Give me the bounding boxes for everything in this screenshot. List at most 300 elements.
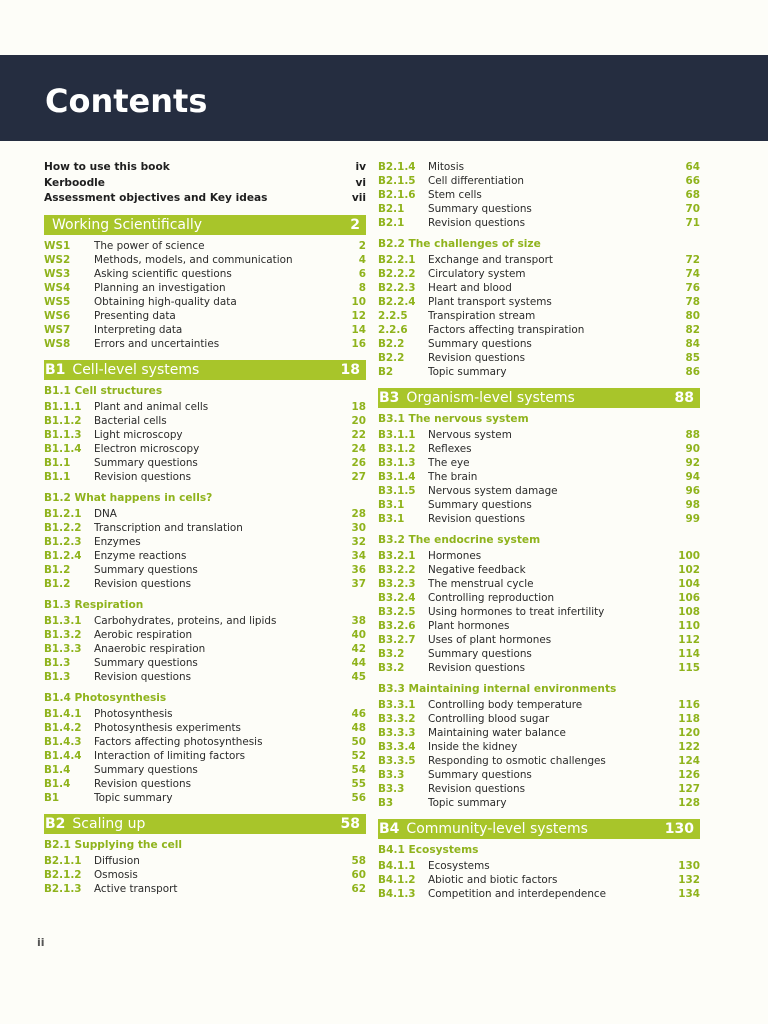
entry-title: Obtaining high-quality data <box>94 295 237 308</box>
entry-title: Aerobic respiration <box>94 628 193 641</box>
section-heading: B1.2 What happens in cells? <box>44 491 213 504</box>
entry-code: B2.1.2 <box>44 868 82 881</box>
toc-entry[interactable] <box>378 216 700 230</box>
toc-entry[interactable] <box>44 400 366 414</box>
entry-code: B3.1 <box>378 513 405 525</box>
entry-title: Asking scientific questions <box>94 267 232 280</box>
front-matter-page: iv <box>355 161 366 173</box>
toc-entry[interactable] <box>378 754 700 768</box>
toc-entry[interactable] <box>378 267 700 281</box>
toc-entry[interactable] <box>378 498 700 512</box>
entry-page: 106 <box>678 592 700 604</box>
section-heading: B1.3 Respiration <box>44 598 144 611</box>
entry-page: 18 <box>351 400 366 413</box>
entry-title: Anaerobic respiration <box>94 642 206 655</box>
toc-right-column <box>378 160 700 901</box>
entry-page: 20 <box>351 414 366 427</box>
entry-title: Enzyme reactions <box>94 549 187 562</box>
entry-page: 40 <box>351 628 366 641</box>
page-number: ii <box>37 936 45 949</box>
section-heading: B1.1 Cell structures <box>44 384 163 397</box>
entry-code: B1.4.1 <box>44 707 82 720</box>
toc-entry[interactable] <box>378 456 700 470</box>
toc-entry[interactable] <box>44 656 366 670</box>
front-matter-item[interactable] <box>44 191 366 207</box>
entry-page: 110 <box>678 620 700 632</box>
entry-page: 26 <box>351 456 366 469</box>
toc-entry[interactable] <box>378 726 700 740</box>
entry-code: B1.1.3 <box>44 428 82 441</box>
toc-entry[interactable] <box>378 295 700 309</box>
toc-entry[interactable] <box>378 619 700 633</box>
entry-title: Summary questions <box>428 499 532 511</box>
toc-entry[interactable] <box>44 642 366 656</box>
toc-entry[interactable] <box>378 365 700 379</box>
toc-entry[interactable] <box>44 309 366 323</box>
toc-entry[interactable] <box>378 174 700 188</box>
chapter-page: 18 <box>340 361 360 378</box>
toc-entry[interactable] <box>378 740 700 754</box>
toc-entry[interactable] <box>378 428 700 442</box>
entry-page: 12 <box>351 309 366 322</box>
entry-code: B1.1.1 <box>44 400 82 413</box>
entry-code: B1.2.3 <box>44 535 82 548</box>
toc-entry[interactable] <box>44 763 366 777</box>
entry-title: Controlling reproduction <box>428 592 555 604</box>
toc-entry[interactable] <box>378 577 700 591</box>
entry-page: 48 <box>351 721 366 734</box>
toc-entry[interactable] <box>378 188 700 202</box>
chapter-heading[interactable] <box>378 388 700 408</box>
toc-entry[interactable] <box>44 428 366 442</box>
entry-title: Revision questions <box>94 777 192 790</box>
entry-page: 38 <box>351 614 366 627</box>
entry-code: B2.2.2 <box>378 268 416 280</box>
entry-page: 45 <box>351 670 366 683</box>
entry-page: 102 <box>678 564 700 576</box>
chapter-heading[interactable] <box>44 360 366 380</box>
entry-page: 98 <box>685 499 700 511</box>
toc-entry[interactable] <box>378 281 700 295</box>
entry-code: B1.1.4 <box>44 442 82 455</box>
entry-page: 130 <box>678 860 700 872</box>
toc-entry[interactable] <box>44 535 366 549</box>
toc-entry[interactable] <box>44 882 366 896</box>
entry-title: The power of science <box>94 239 205 252</box>
entry-code: B3.3.2 <box>378 713 416 725</box>
toc-entry[interactable] <box>44 707 366 721</box>
front-matter-page: vii <box>351 192 366 204</box>
entry-code: B3.2.5 <box>378 606 416 618</box>
entry-title: Summary questions <box>428 769 532 781</box>
entry-code: WS2 <box>44 253 71 266</box>
entry-code: B3.1 <box>378 499 405 511</box>
toc-entry[interactable] <box>44 239 366 253</box>
chapter-page: 2 <box>350 216 360 233</box>
entry-page: 8 <box>358 281 366 294</box>
toc-entry[interactable] <box>44 614 366 628</box>
front-matter-list <box>44 160 366 207</box>
toc-entry[interactable] <box>378 859 700 873</box>
entry-code: B1.3.3 <box>44 642 82 655</box>
entry-page: 114 <box>678 648 700 660</box>
entry-title: Revision questions <box>94 577 192 590</box>
chapter-code: B3 <box>379 390 400 406</box>
toc-entry[interactable] <box>378 309 700 323</box>
entry-title: Summary questions <box>428 648 532 660</box>
entry-code: B3.1.2 <box>378 443 416 455</box>
entry-page: 99 <box>685 513 700 525</box>
toc-entry[interactable] <box>378 887 700 901</box>
entry-title: Electron microscopy <box>94 442 200 455</box>
entry-page: 32 <box>351 535 366 548</box>
toc-entry[interactable] <box>378 712 700 726</box>
entry-page: 2 <box>358 239 366 252</box>
entry-title: Summary questions <box>428 338 532 350</box>
toc-entry[interactable] <box>378 253 700 267</box>
entry-title: Revision questions <box>428 662 526 674</box>
entry-page: 68 <box>685 189 700 201</box>
entry-title: Methods, models, and communication <box>94 253 293 266</box>
toc-entry[interactable] <box>44 521 366 535</box>
entry-title: Summary questions <box>94 563 198 576</box>
entry-code: B3.3.1 <box>378 699 416 711</box>
entry-title: Photosynthesis experiments <box>94 721 241 734</box>
entry-page: 72 <box>685 254 700 266</box>
entry-page: 112 <box>678 634 700 646</box>
entry-title: Abiotic and biotic factors <box>428 874 558 886</box>
entry-code: B3.2.6 <box>378 620 416 632</box>
entry-page: 96 <box>685 485 700 497</box>
entry-code: B2.1 <box>378 203 405 215</box>
entry-code: B1.2.4 <box>44 549 82 562</box>
entry-title: Competition and interdependence <box>428 888 607 900</box>
toc-entry[interactable] <box>44 253 366 267</box>
entry-title: Summary questions <box>94 656 198 669</box>
entry-code: B3.3.3 <box>378 727 416 739</box>
entry-page: 54 <box>351 763 366 776</box>
chapter-page: 130 <box>664 821 694 837</box>
entry-title: Active transport <box>94 882 178 895</box>
entry-title: Circulatory system <box>428 268 526 280</box>
entry-title: Bacterial cells <box>94 414 167 427</box>
entry-code: B3.3.5 <box>378 755 416 767</box>
toc-entry[interactable] <box>44 549 366 563</box>
toc-entry[interactable] <box>378 202 700 216</box>
chapter-code: B4 <box>379 821 400 837</box>
entry-title: Factors affecting transpiration <box>428 324 585 336</box>
entry-title: Negative feedback <box>428 564 526 576</box>
toc-entry[interactable] <box>44 868 366 882</box>
entry-title: Errors and uncertainties <box>94 337 220 350</box>
toc-entry[interactable] <box>378 661 700 675</box>
entry-title: Transcription and translation <box>94 521 243 534</box>
entry-code: WS1 <box>44 239 71 252</box>
entry-code: B3.2.4 <box>378 592 416 604</box>
entry-title: Plant transport systems <box>428 296 552 308</box>
entry-title: Hormones <box>428 550 482 562</box>
toc-entry[interactable] <box>44 281 366 295</box>
entry-page: 66 <box>685 175 700 187</box>
entry-title: Exchange and transport <box>428 254 553 266</box>
entry-title: Revision questions <box>428 217 526 229</box>
entry-title: Stem cells <box>428 189 482 201</box>
entry-title: Topic summary <box>428 797 507 809</box>
entry-code: WS5 <box>44 295 71 308</box>
section-heading: B3.1 The nervous system <box>378 413 529 425</box>
entry-code: B1.2.2 <box>44 521 82 534</box>
entry-page: 76 <box>685 282 700 294</box>
entry-page: 64 <box>685 161 700 173</box>
entry-title: The brain <box>428 471 478 483</box>
right-chapter-list <box>378 160 700 901</box>
toc-entry[interactable] <box>378 768 700 782</box>
entry-page: 58 <box>351 854 366 867</box>
entry-title: The menstrual cycle <box>428 578 534 590</box>
toc-entry[interactable] <box>378 549 700 563</box>
entry-page: 84 <box>685 338 700 350</box>
entry-code: B3.1.4 <box>378 471 416 483</box>
entry-title: Light microscopy <box>94 428 183 441</box>
front-matter-item[interactable] <box>44 176 366 192</box>
entry-code: B3.2.2 <box>378 564 416 576</box>
entry-code: B2.1.5 <box>378 175 416 187</box>
entry-code: B2.1.3 <box>44 882 82 895</box>
chapter-page: 88 <box>674 390 694 406</box>
toc-entry[interactable] <box>378 351 700 365</box>
entry-code: B2.1.1 <box>44 854 82 867</box>
toc-entry[interactable] <box>378 796 700 810</box>
entry-page: 120 <box>678 727 700 739</box>
toc-entry[interactable] <box>44 507 366 521</box>
entry-page: 30 <box>351 521 366 534</box>
entry-page: 128 <box>678 797 700 809</box>
entry-page: 74 <box>685 268 700 280</box>
toc-entry[interactable] <box>44 791 366 805</box>
entry-page: 126 <box>678 769 700 781</box>
section-heading: B3.3 Maintaining internal environments <box>378 683 617 695</box>
entry-title: Controlling blood sugar <box>428 713 550 725</box>
chapter-heading[interactable] <box>378 819 700 839</box>
front-matter-title: Kerboodle <box>44 176 105 189</box>
toc-entry[interactable] <box>44 577 366 591</box>
toc-entry[interactable] <box>378 647 700 661</box>
entry-code: B2.1.4 <box>378 161 416 173</box>
entry-title: Revision questions <box>428 513 526 525</box>
entry-title: Reflexes <box>428 443 472 455</box>
entry-title: Uses of plant hormones <box>428 634 552 646</box>
entry-code: B3.1.3 <box>378 457 416 469</box>
entry-title: Plant and animal cells <box>94 400 209 413</box>
entry-title: Factors affecting photosynthesis <box>94 735 263 748</box>
entry-title: Carbohydrates, proteins, and lipids <box>94 614 277 627</box>
entry-code: B2.2 <box>378 338 405 350</box>
entry-page: 100 <box>678 550 700 562</box>
entry-title: Mitosis <box>428 161 464 173</box>
entry-code: WS7 <box>44 323 71 336</box>
chapter-heading[interactable] <box>44 215 366 235</box>
toc-entry[interactable] <box>44 323 366 337</box>
toc-entry[interactable] <box>44 735 366 749</box>
toc-entry[interactable] <box>378 633 700 647</box>
entry-title: Summary questions <box>428 203 532 215</box>
chapter-code: B1 <box>45 361 66 378</box>
toc-entry[interactable] <box>44 267 366 281</box>
toc-entry[interactable] <box>44 442 366 456</box>
toc-entry[interactable] <box>378 470 700 484</box>
chapter-title: Scaling up <box>72 815 146 832</box>
entry-title: Interaction of limiting factors <box>94 749 246 762</box>
toc-entry[interactable] <box>44 295 366 309</box>
toc-entry[interactable] <box>378 563 700 577</box>
entry-title: Maintaining water balance <box>428 727 566 739</box>
entry-code: B3.3 <box>378 769 405 781</box>
entry-title: The eye <box>428 457 470 469</box>
entry-page: 88 <box>685 429 700 441</box>
entry-code: B4.1.2 <box>378 874 416 886</box>
entry-title: Presenting data <box>94 309 176 322</box>
entry-code: B1.3 <box>44 656 71 669</box>
entry-code: B1.1 <box>44 456 71 469</box>
entry-code: B3 <box>378 797 394 809</box>
toc-entry[interactable] <box>378 323 700 337</box>
entry-page: 70 <box>685 203 700 215</box>
front-matter-item[interactable] <box>44 160 366 176</box>
entry-page: 90 <box>685 443 700 455</box>
entry-page: 116 <box>678 699 700 711</box>
entry-code: B1.2 <box>44 563 71 576</box>
entry-page: 108 <box>678 606 700 618</box>
chapter-page: 58 <box>340 815 360 832</box>
entry-title: Enzymes <box>94 535 141 548</box>
entry-page: 71 <box>685 217 700 229</box>
entry-title: Diffusion <box>94 854 140 867</box>
entry-title: Topic summary <box>94 791 173 804</box>
entry-code: B1.4 <box>44 777 71 790</box>
entry-title: Revision questions <box>94 470 192 483</box>
chapter-heading[interactable] <box>44 814 366 834</box>
toc-entry[interactable] <box>44 749 366 763</box>
entry-code: WS6 <box>44 309 71 322</box>
entry-page: 60 <box>351 868 366 881</box>
toc-entry[interactable] <box>378 782 700 796</box>
entry-page: 118 <box>678 713 700 725</box>
entry-page: 78 <box>685 296 700 308</box>
entry-page: 14 <box>351 323 366 336</box>
entry-page: 24 <box>351 442 366 455</box>
entry-code: B3.3 <box>378 783 405 795</box>
entry-title: Summary questions <box>94 763 198 776</box>
entry-title: Revision questions <box>428 352 526 364</box>
chapter-title: Organism-level systems <box>406 390 575 406</box>
toc-entry[interactable] <box>44 628 366 642</box>
toc-entry[interactable] <box>378 591 700 605</box>
toc-entry[interactable] <box>44 337 366 351</box>
toc-entry[interactable] <box>44 721 366 735</box>
entry-code: B3.2.7 <box>378 634 416 646</box>
toc-entry[interactable] <box>44 470 366 484</box>
entry-title: Nervous system <box>428 429 512 441</box>
entry-code: B1.1.2 <box>44 414 82 427</box>
toc-entry[interactable] <box>378 873 700 887</box>
entry-title: Planning an investigation <box>94 281 226 294</box>
toc-entry[interactable] <box>378 160 700 174</box>
entry-code: B1.2 <box>44 577 71 590</box>
toc-entry[interactable] <box>378 337 700 351</box>
entry-page: 104 <box>678 578 700 590</box>
entry-page: 86 <box>685 366 700 378</box>
entry-title: Ecosystems <box>428 860 490 872</box>
entry-page: 80 <box>685 310 700 322</box>
entry-title: DNA <box>94 507 117 520</box>
toc-entry[interactable] <box>378 442 700 456</box>
toc-entry[interactable] <box>44 563 366 577</box>
entry-code: B2.2.4 <box>378 296 416 308</box>
entry-page: 16 <box>351 337 366 350</box>
section-heading: B2.2 The challenges of size <box>378 238 541 250</box>
entry-page: 122 <box>678 741 700 753</box>
toc-entry[interactable] <box>44 456 366 470</box>
entry-code: B2 <box>378 366 394 378</box>
section-heading: B3.2 The endocrine system <box>378 534 541 546</box>
entry-page: 62 <box>351 882 366 895</box>
entry-code: B3.2.1 <box>378 550 416 562</box>
entry-page: 10 <box>351 295 366 308</box>
entry-page: 52 <box>351 749 366 762</box>
entry-page: 92 <box>685 457 700 469</box>
toc-entry[interactable] <box>378 605 700 619</box>
entry-code: B2.2.1 <box>378 254 416 266</box>
entry-page: 94 <box>685 471 700 483</box>
entry-code: B3.2.3 <box>378 578 416 590</box>
entry-code: WS4 <box>44 281 71 294</box>
entry-page: 44 <box>351 656 366 669</box>
section-heading: B1.4 Photosynthesis <box>44 691 167 704</box>
entry-title: Plant hormones <box>428 620 510 632</box>
entry-title: Osmosis <box>94 868 138 881</box>
entry-code: B4.1.3 <box>378 888 416 900</box>
entry-title: Nervous system damage <box>428 485 558 497</box>
chapter-title: Cell-level systems <box>72 361 200 378</box>
toc-entry[interactable] <box>44 854 366 868</box>
entry-code: B3.2 <box>378 648 405 660</box>
entry-code: B3.3.4 <box>378 741 416 753</box>
entry-page: 34 <box>351 549 366 562</box>
page-title: Contents <box>45 82 208 120</box>
toc-entry[interactable] <box>44 670 366 684</box>
toc-entry[interactable] <box>378 698 700 712</box>
toc-entry[interactable] <box>378 484 700 498</box>
entry-title: Revision questions <box>94 670 192 683</box>
front-matter-title: Assessment objectives and Key ideas <box>44 192 268 204</box>
chapter-code: B2 <box>45 815 66 832</box>
entry-page: 37 <box>351 577 366 590</box>
entry-title: Topic summary <box>428 366 507 378</box>
toc-entry[interactable] <box>44 777 366 791</box>
chapter-title: Working Scientifically <box>52 216 203 233</box>
entry-title: Using hormones to treat infertility <box>428 606 605 618</box>
toc-entry[interactable] <box>378 512 700 526</box>
entry-title: Summary questions <box>94 456 198 469</box>
toc-entry[interactable] <box>44 414 366 428</box>
entry-code: 2.2.6 <box>378 324 408 336</box>
entry-page: 28 <box>351 507 366 520</box>
entry-title: Transpiration stream <box>428 310 536 322</box>
entry-code: B1.4.2 <box>44 721 82 734</box>
entry-page: 55 <box>351 777 366 790</box>
entry-page: 82 <box>685 324 700 336</box>
entry-code: B2.1 <box>378 217 405 229</box>
